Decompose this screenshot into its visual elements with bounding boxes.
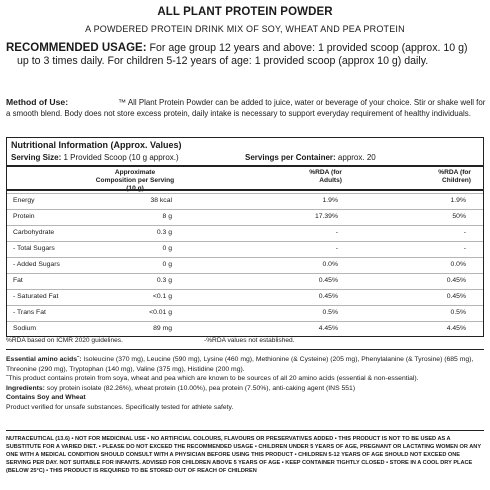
ingredients-label: Ingredients: [6,384,45,392]
nutrient-amount: 0 g [162,261,172,268]
rda-adults-value: - [335,229,338,236]
nutrient-name: Protein [13,213,35,220]
nutrient-name: Fat [13,277,23,284]
rda-children-value: 4.45% [446,325,466,332]
rda-footnote [6,336,484,345]
footnote-divider [6,349,484,350]
usage-line-2: up to 3 times daily. For children 5-12 years of age: 1 provided scoop (approx 10 g) daily. [17,55,429,67]
ingredients-text: soy protein isolate (82.26%), wheat protein (10.00%), pea protein (7.50%), anti-caking agent (INS 551) [46,384,356,392]
product-subtitle: A POWDERED PROTEIN DRINK MIX OF SOY, WHEAT AND PEA PROTEIN [85,24,405,34]
rda-children-value: 1.9% [450,197,466,204]
usage-line-1: For age group 12 years and above: 1 provided scoop (approx. 10 g) [149,42,468,54]
rda-children-value: 0.45% [446,277,466,284]
rda-adults-value: - [335,245,338,252]
table-divider-header [7,189,483,191]
amino-acids-note: ˆThis product contains protein from soya, wheat and pea which are known to be sources of all 20 amino acids (essential & non-essential). [6,375,419,383]
table-divider-top [7,165,483,167]
servings-per-container-value: approx. 20 [337,153,376,162]
nutrient-name: Sodium [13,325,37,332]
table-row [7,193,483,207]
amino-acids [6,355,484,374]
nutrient-name: - Trans Fat [13,309,46,316]
rda-adults-value: 0.5% [322,309,338,316]
serving-size [11,153,179,162]
usage-label: RECOMMENDED USAGE: [6,42,147,54]
nutrient-amount: 0.3 g [156,229,172,236]
col-header-composition: Approximate Composition per Serving [95,169,175,184]
nutrient-amount: 0.3 g [156,277,172,284]
rda-children-value: - [463,229,466,236]
table-row [7,321,483,335]
nutrient-name: Carbohydrate [13,229,55,236]
ingredients-section [6,355,484,413]
product-title: ALL PLANT PROTEIN POWDER [157,6,333,18]
rda-children-value: 0.45% [446,293,466,300]
recommended-usage [6,42,486,68]
table-row [7,273,483,287]
serving-size-label: Serving Size: [11,153,62,162]
nutrient-amount: <0.01 g [149,309,172,316]
rda-children-value: 0.5% [450,309,466,316]
nutrient-name: - Saturated Fat [13,293,59,300]
nutrition-table [6,137,484,337]
nutrient-amount: <0.1 g [152,293,172,300]
nutrient-amount: 8 g [162,213,172,220]
rda-children-value: 0.0% [450,261,466,268]
ingredients [6,384,484,394]
rda-not-established-note: -%RDA values not established. [204,337,295,344]
nutrient-amount: 0 g [162,245,172,252]
nutrient-amount: 38 kcal [150,197,172,204]
amino-acids-label: Essential amino acidsˆ: [6,356,82,363]
verification-statement: Product verified for unsafe substances. Specifically tested for athlete safety. [6,403,234,411]
servings-per-container [245,153,376,162]
rda-adults-value: 1.9% [322,197,338,204]
nutrient-amount: 89 mg [153,325,172,332]
rda-adults-value: 17.39% [314,213,338,220]
amino-acids-text: Isoleucine (370 mg), Leucine (590 mg), Lysine (460 mg), Methionine (& Cysteine) (205 mg), Phenylalanine (& Tyrosine) (685 mg), Threonine (290 mg), Tryptophan (140 mg), Valine (375 mg), Histidine (200 mg). [6,356,474,373]
serving-size-value: 1 Provided Scoop (10 g approx.) [63,153,179,162]
rda-adults-value: 0.45% [318,277,338,284]
rda-children-value: 50% [452,213,466,220]
nutrient-name: - Total Sugars [13,245,55,252]
method-text: ™ All Plant Protein Powder can be added to juice, water or beverage of your choice. Stir or shake well for a smooth blend. Body does not store excess protein, daily intake is necessary to support everyday requirement of healthy individuals. [6,98,486,118]
allergen-statement: Contains Soy and Wheat [6,394,86,402]
method-label: Method of Use: [6,97,69,107]
warnings-text: NUTRACEUTICAL (13.6) • NOT FOR MEDICINAL USE • NO ARTIFICIAL COLOURS, FLAVOURS OR PRESERVATIVES ADDED • THIS PRODUCT IS NOT TO BE USED AS A SUBSTITUTE FOR A VARIED DIET. • PLEASE DO NOT EXCEED THE RECOMMENDED USAGE • CHILDREN UNDER 5 YEARS OF AGE, PREGNANT OR LACTATING WOMEN OR ANY ONE WITH A MEDICAL CONDITION SHOULD CONSULT WITH A PHYSICIAN BEFORE USING THIS PRODUCT • CHILDREN 5-12 YEARS OF AGE SHOULD NOT EXCEED ONE SERVING PER DAY. NOT SUITABLE FOR INFANTS. ADVISED FOR CHILDREN ABOVE 5 YEARS OF AGE • KEEP CONTAINER TIGHTLY CLOSED • STORE IN A COOL DRY PLACE (BELOW 25°C) • THIS PRODUCT IS REQUIRED TO BE STORED OUT OF REACH OF CHILDREN [6,436,481,474]
col-header-rda-children: %RDA (for Children) [438,169,471,184]
rda-adults-value: 0.0% [322,261,338,268]
table-row [7,241,483,255]
servings-per-container-label: Servings per Container: [245,153,336,162]
icmr-note: %RDA based on ICMR 2020 guidelines. [6,337,123,344]
col-header-rda-adults: %RDA (for Adults) [309,169,342,184]
table-row [7,225,483,239]
nutrient-name: - Added Sugars [13,261,60,268]
warnings-divider [6,430,484,431]
table-row [7,209,483,223]
rda-adults-value: 4.45% [318,325,338,332]
table-row [7,257,483,271]
table-row [7,289,483,303]
table-row [7,305,483,319]
nutrient-name: Energy [13,197,35,204]
nutrition-heading: Nutritional Information (Approx. Values) [11,140,182,150]
rda-children-value: - [463,245,466,252]
rda-adults-value: 0.45% [318,293,338,300]
method-of-use [6,97,486,119]
